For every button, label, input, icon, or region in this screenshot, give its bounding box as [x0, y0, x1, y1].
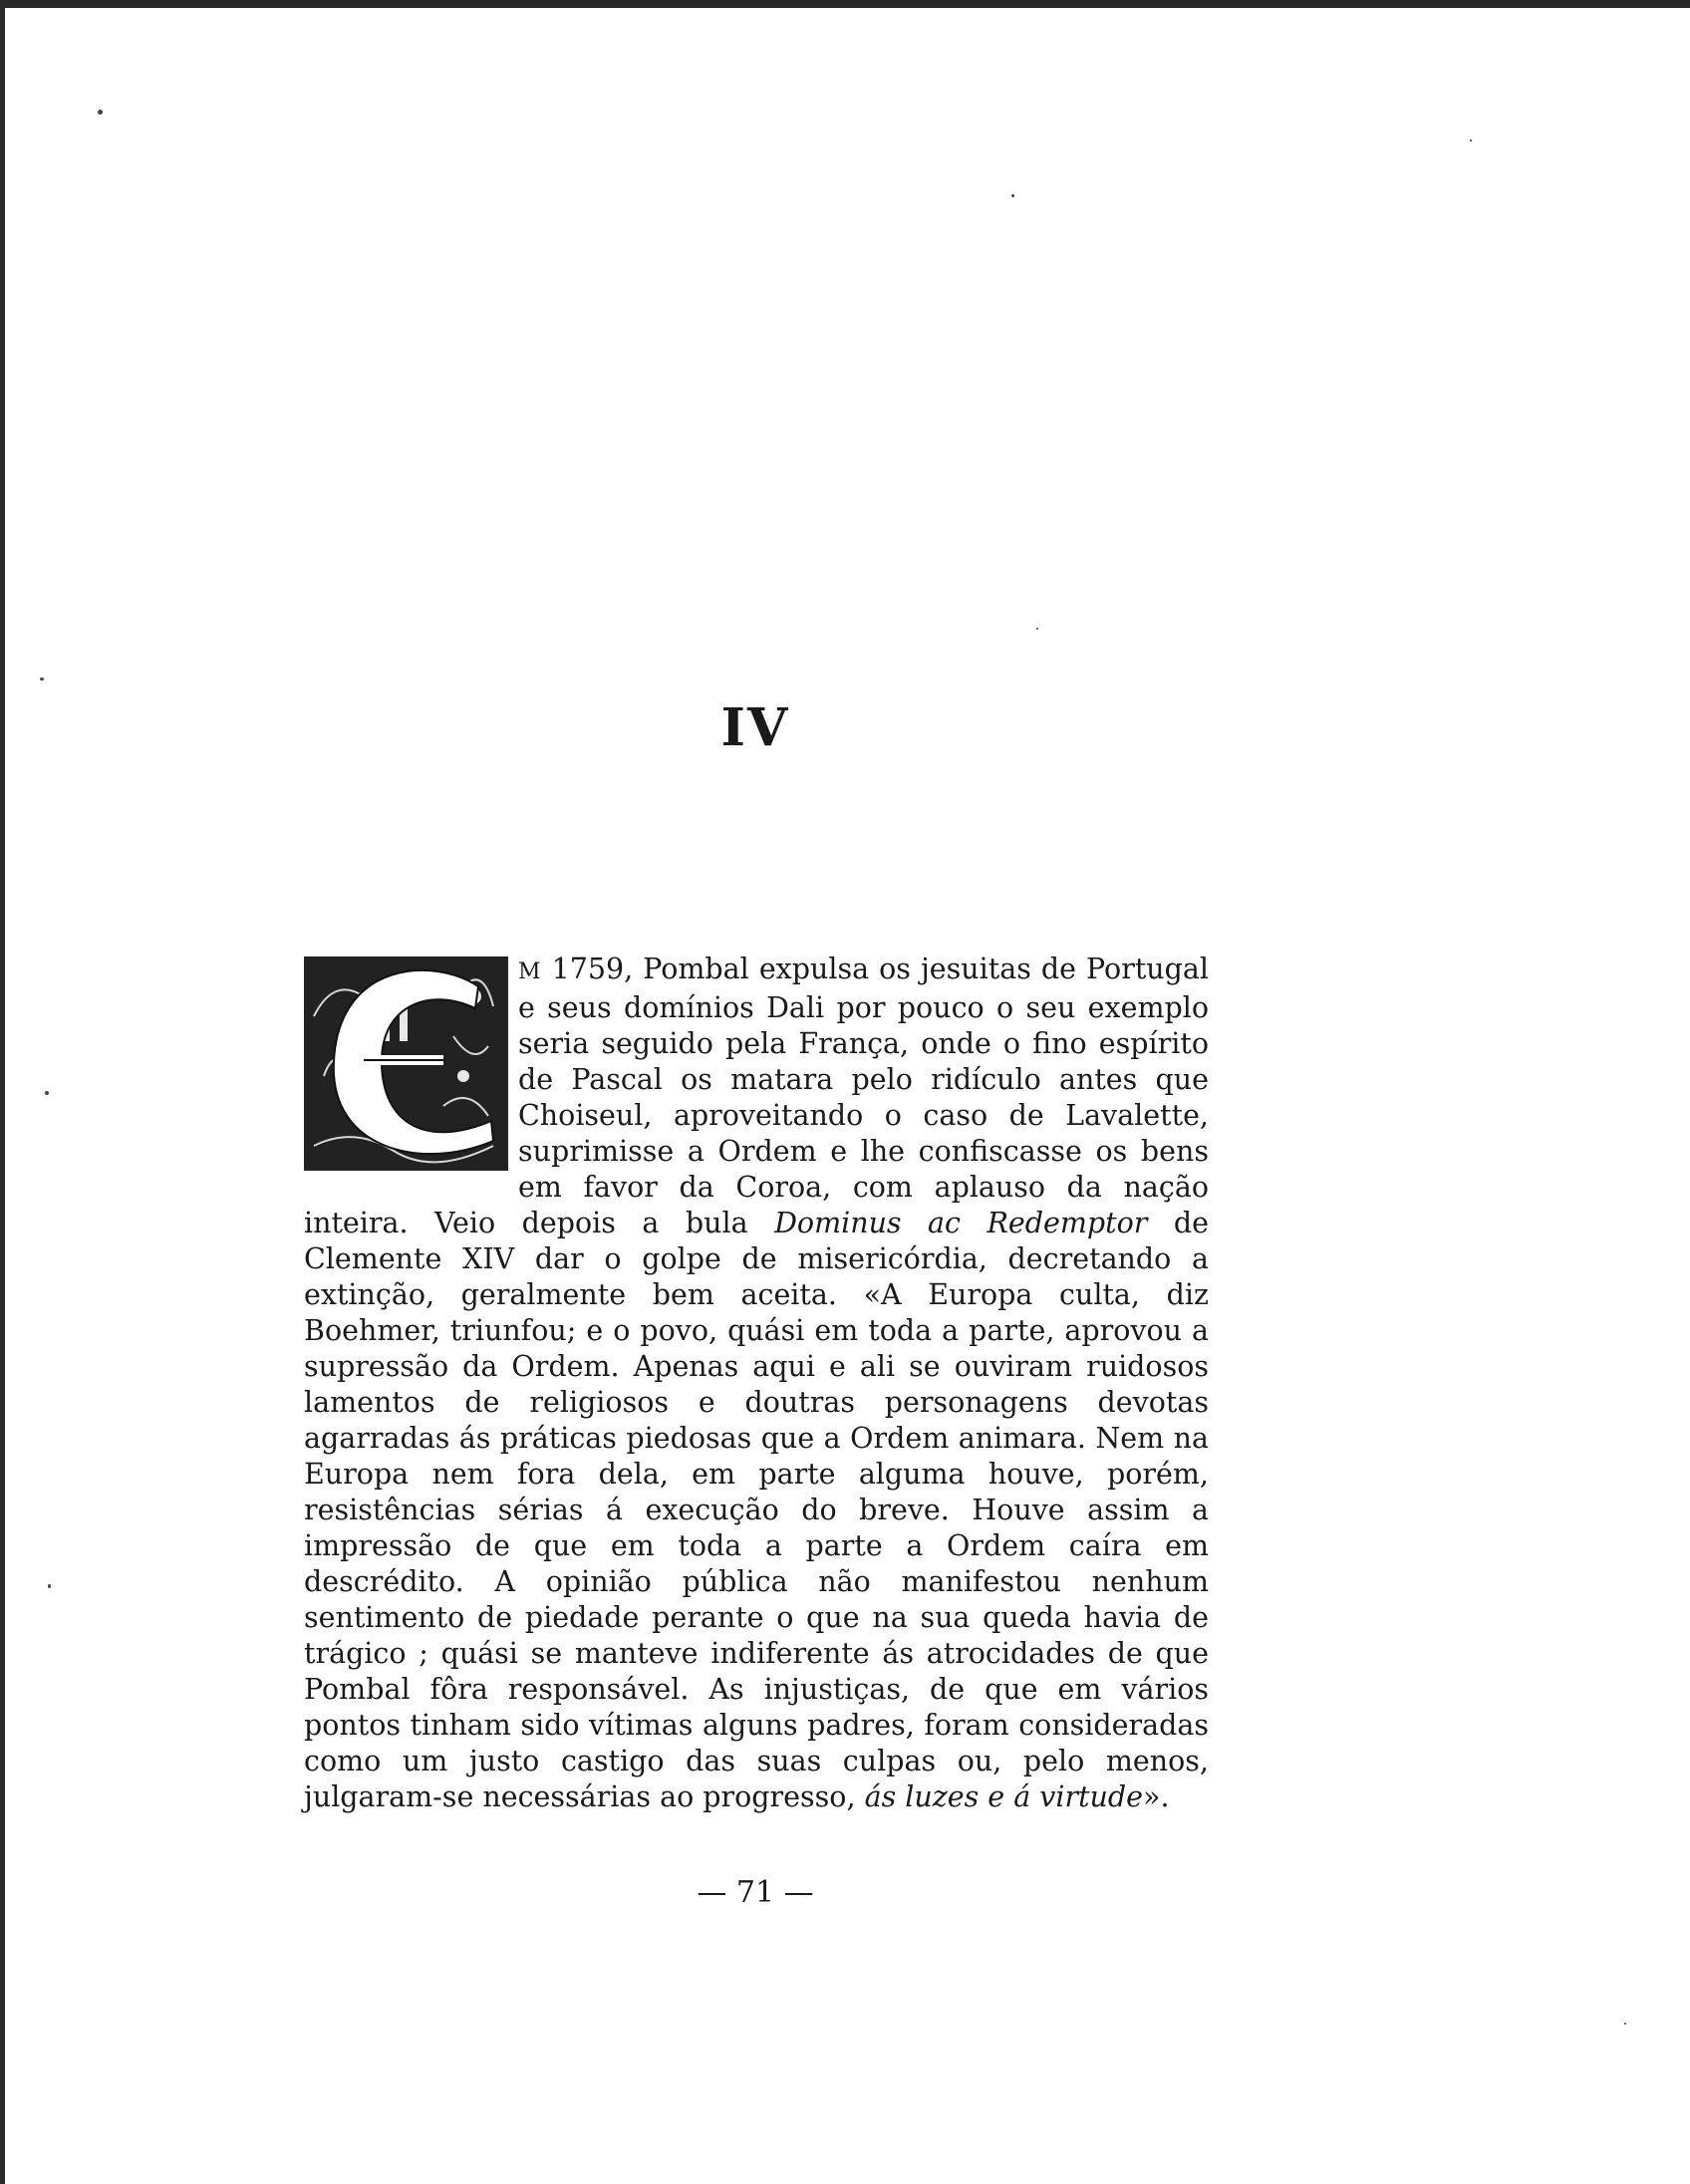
chapter-heading: IV	[720, 697, 790, 758]
scan-speck	[1470, 139, 1472, 141]
scan-speck	[1011, 194, 1014, 197]
decorated-initial-image	[304, 956, 508, 1171]
page-border-top	[0, 0, 1690, 8]
page-number: — 71 —	[697, 1875, 814, 1910]
decorated-initial	[304, 956, 508, 1171]
scan-speck	[1036, 628, 1038, 630]
scan-speck	[98, 110, 103, 115]
scan-speck	[48, 1584, 51, 1588]
scan-speck	[1624, 2023, 1626, 2025]
paragraph-segment-1: 1759, Pombal expulsa os jesuitas de Portugal e seus domínios Dali por pouco o seu exemplo seria seguido pela França, onde o fino espírito de Pascal os matara pelo ridículo antes que Choiseul, aproveitando o caso de Lavalette, suprimisse a Ordem e lhe confiscasse os bens em favor da Coroa, com aplauso da nação inteira. Veio depois a bula	[304, 953, 1209, 1239]
body-text	[304, 952, 1209, 1815]
scan-speck	[45, 1091, 49, 1095]
paragraph-segment-2: de Clemente XIV dar o golpe de misericórdia, decretando a extinção, geralmente bem aceita. «A Europa culta, diz Boehmer, triunfou; e o povo, quási em toda a parte, aprovou a supressão da Ordem. Apenas aqui e ali se ouviram ruidosos lamentos de religiosos e doutras personagens devotas agarradas ás práticas piedosas que a Ordem animara. Nem na Europa nem fora dela, em parte alguma houve, porém, resistências sérias á execução do breve. Houve assim a impressão de que em toda a parte a Ordem caíra em descrédito. A opinião pública não manifestou nenhum sentimento de piedade perante o que na sua queda havia de trágico ; quási se manteve indiferente ás atrocidades de que Pombal fôra responsável. As injustiças, de que em vários pontos tinham sido vítimas alguns padres, foram consideradas como um justo castigo das suas culpas ou, pelo menos, julgaram-se necessárias ao progresso,	[304, 1207, 1209, 1813]
first-word-rest: M	[518, 959, 542, 984]
page-border-left	[0, 0, 5, 2184]
paragraph-italic-quote: ás luzes e á virtude	[864, 1780, 1144, 1813]
paragraph-italic-title: Dominus ac Redemptor	[774, 1207, 1148, 1239]
paragraph-segment-3: ».	[1143, 1780, 1170, 1813]
scan-speck	[40, 678, 44, 681]
